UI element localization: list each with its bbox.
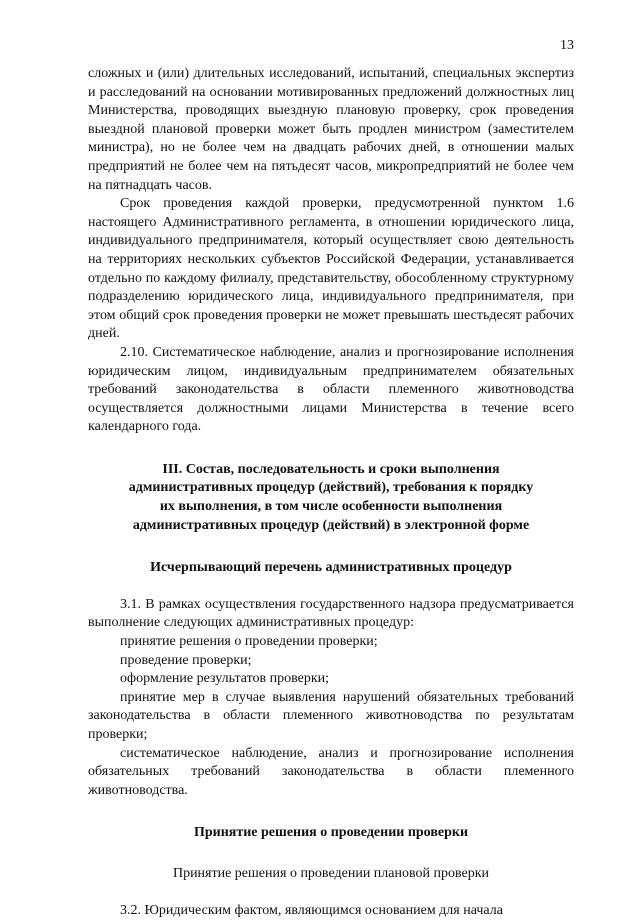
subheading-planned-inspection: Принятие решения о проведении плановой проверки xyxy=(172,865,490,881)
procedure-item: оформление результатов проверки; xyxy=(120,671,330,687)
page-body xyxy=(88,65,574,920)
page-number: 13 xyxy=(560,38,574,53)
procedure-item: проведение проверки; xyxy=(120,652,252,668)
subheading-decision: Принятие решения о проведении проверки xyxy=(193,825,469,841)
paragraph-3-1: 3.1. В рамках осуществления государственного надзора предусматривается выполнение следующих административных процедур: xyxy=(88,596,574,631)
subheading-procedures-list: Исчерпывающий перечень административных процедур xyxy=(150,560,512,576)
procedure-item: принятие мер в случае выявления нарушений обязательных требований законодательства в области племенного животноводства по результатам проверки; xyxy=(88,689,574,742)
paragraph-2-10: 2.10. Систематическое наблюдение, анализ и прогнозирование исполнения юридическим лицом, индивидуальным предпринимателем обязательных требований законодательства в области племенного животноводства осуществляется должностными лицами Министерства в течение всего календарного года. xyxy=(88,344,574,435)
procedure-item: принятие решения о проведении проверки; xyxy=(120,634,378,650)
paragraph-inspection-term: Срок проведения каждой проверки, предусмотренной пунктом 1.6 настоящего Административного регламента, в отношении юридического лица, индивидуального предпринимателя, который осуществляет свою деятельность на территориях нескольких субъектов Российской Федерации, устанавливается отдельно по каждому филиалу, представительству, обособленному структурному подразделению юридического лица, индивидуального предпринимателя, при этом общий срок проведения проверки не может превышать шестьдесят рабочих дней. xyxy=(88,196,574,342)
section-heading-line: III. Состав, последовательность и сроки выполнения xyxy=(162,461,500,477)
procedure-item: систематическое наблюдение, анализ и прогнозирование исполнения обязательных требований законодательства в области племенного животноводства. xyxy=(88,745,574,798)
section-heading-line: административных процедур (действий) в электронной форме xyxy=(132,517,530,533)
paragraph-continuation: сложных и (или) длительных исследований, испытаний, специальных экспертиз и расследований на основании мотивированных предложений должностных лиц Министерства, проводящих выездную плановую проверку, срок проведения выездной плановой проверки может быть продлен министром (заместителем министра), но не более чем на двадцать рабочих дней, в отношении малых предприятий не более чем на пятьдесят часов, микропредприятий не более чем на пятнадцать часов. xyxy=(88,66,574,193)
paragraph-3-2: 3.2. Юридическим фактом, являющимся основанием для начала xyxy=(120,902,503,918)
section-iii-heading xyxy=(88,461,574,535)
section-heading-line: их выполнения, в том числе особенности выполнения xyxy=(159,499,503,515)
section-heading-line: административных процедур (действий), требования к порядку xyxy=(128,480,534,496)
